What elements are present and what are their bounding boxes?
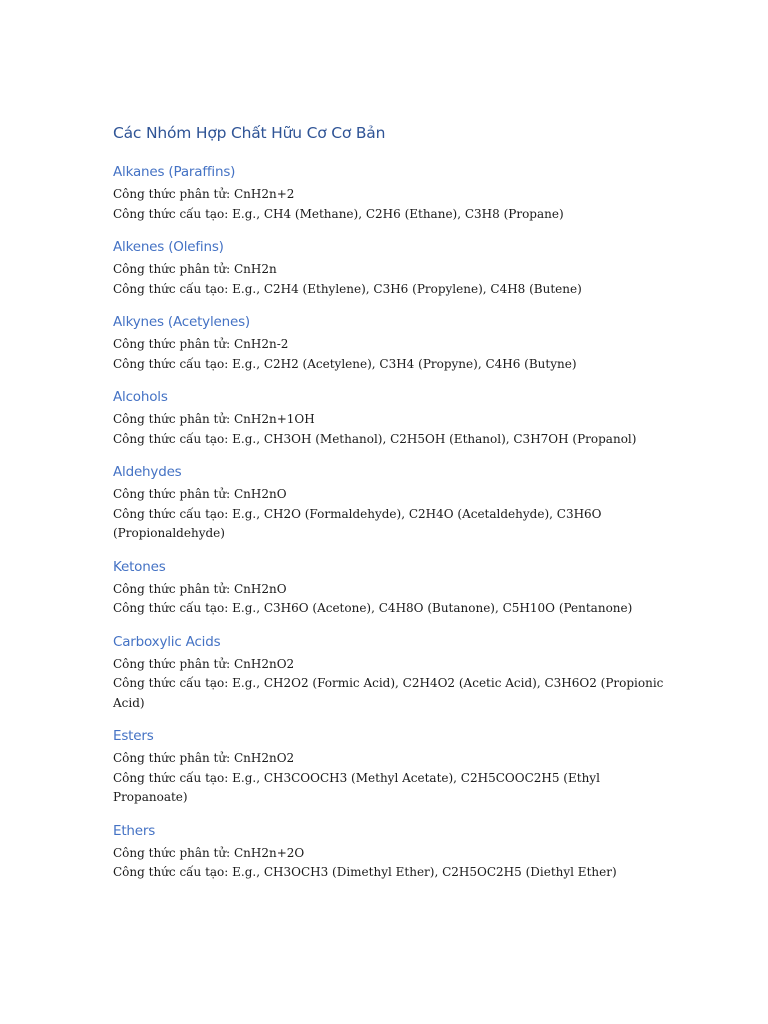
section-heading: Aldehydes: [113, 464, 182, 480]
structural-formula: Công thức cấu tạo: E.g., C2H4 (Ethylene), C3H6 (Propylene), C4H8 (Butene): [113, 281, 582, 296]
section-alkenes: [113, 237, 673, 299]
structural-formula: Công thức cấu tạo: E.g., CH3OH (Methanol), C2H5OH (Ethanol), C3H7OH (Propanol): [113, 431, 637, 446]
structural-formula: Công thức cấu tạo: E.g., CH3COOCH3 (Methyl Acetate), C2H5COOC2H5 (Ethyl Propanoate): [113, 770, 600, 804]
structural-formula: Công thức cấu tạo: E.g., CH2O2 (Formic Acid), C2H4O2 (Acetic Acid), C3H6O2 (Propionic Acid): [113, 676, 664, 710]
molecular-formula: Công thức phân tử: CnH2n+1OH: [113, 412, 315, 426]
section-heading: Alkanes (Paraffins): [113, 164, 236, 180]
structural-formula: Công thức cấu tạo: E.g., CH3OCH3 (Dimethyl Ether), C2H5OC2H5 (Diethyl Ether): [113, 865, 617, 879]
section-heading: Ethers: [113, 822, 156, 839]
section-heading: Ketones: [113, 558, 166, 575]
molecular-formula: Công thức phân tử: CnH2nO: [113, 581, 287, 596]
section-esters: [113, 726, 673, 808]
section-alkanes: [113, 162, 673, 224]
section-ethers: [113, 821, 673, 883]
molecular-formula: Công thức phân tử: CnH2n+2: [113, 187, 295, 201]
section-heading: Alkynes (Acetylenes): [113, 314, 250, 330]
section-alkynes: [113, 312, 673, 374]
structural-formula: Công thức cấu tạo: E.g., CH2O (Formaldehyde), C2H4O (Acetaldehyde), C3H6O (Propionaldehyde): [113, 506, 602, 540]
structural-formula: Công thức cấu tạo: E.g., CH4 (Methane), C2H6 (Ethane), C3H8 (Propane): [113, 206, 564, 221]
molecular-formula: Công thức phân tử: CnH2n: [113, 262, 277, 276]
section-ketones: [113, 557, 673, 619]
section-heading: Alkenes (Olefins): [113, 239, 224, 255]
section-heading: Alcohols: [113, 389, 168, 405]
section-carboxylic-acids: [113, 632, 673, 714]
section-heading: Esters: [113, 728, 154, 744]
section-heading: Carboxylic Acids: [113, 633, 221, 650]
section-aldehydes: [113, 462, 673, 544]
document-title: Các Nhóm Hợp Chất Hữu Cơ Cơ Bản: [113, 124, 386, 142]
section-list: [113, 162, 673, 896]
structural-formula: Công thức cấu tạo: E.g., C3H6O (Acetone), C4H8O (Butanone), C5H10O (Pentanone): [113, 601, 633, 615]
molecular-formula: Công thức phân tử: CnH2nO2: [113, 656, 295, 671]
structural-formula: Công thức cấu tạo: E.g., C2H2 (Acetylene), C3H4 (Propyne), C4H6 (Butyne): [113, 356, 577, 371]
molecular-formula: Công thức phân tử: CnH2n+2O: [113, 845, 305, 860]
molecular-formula: Công thức phân tử: CnH2nO2: [113, 751, 295, 765]
section-alcohols: [113, 387, 673, 449]
molecular-formula: Công thức phân tử: CnH2n-2: [113, 337, 289, 351]
molecular-formula: Công thức phân tử: CnH2nO: [113, 487, 287, 501]
